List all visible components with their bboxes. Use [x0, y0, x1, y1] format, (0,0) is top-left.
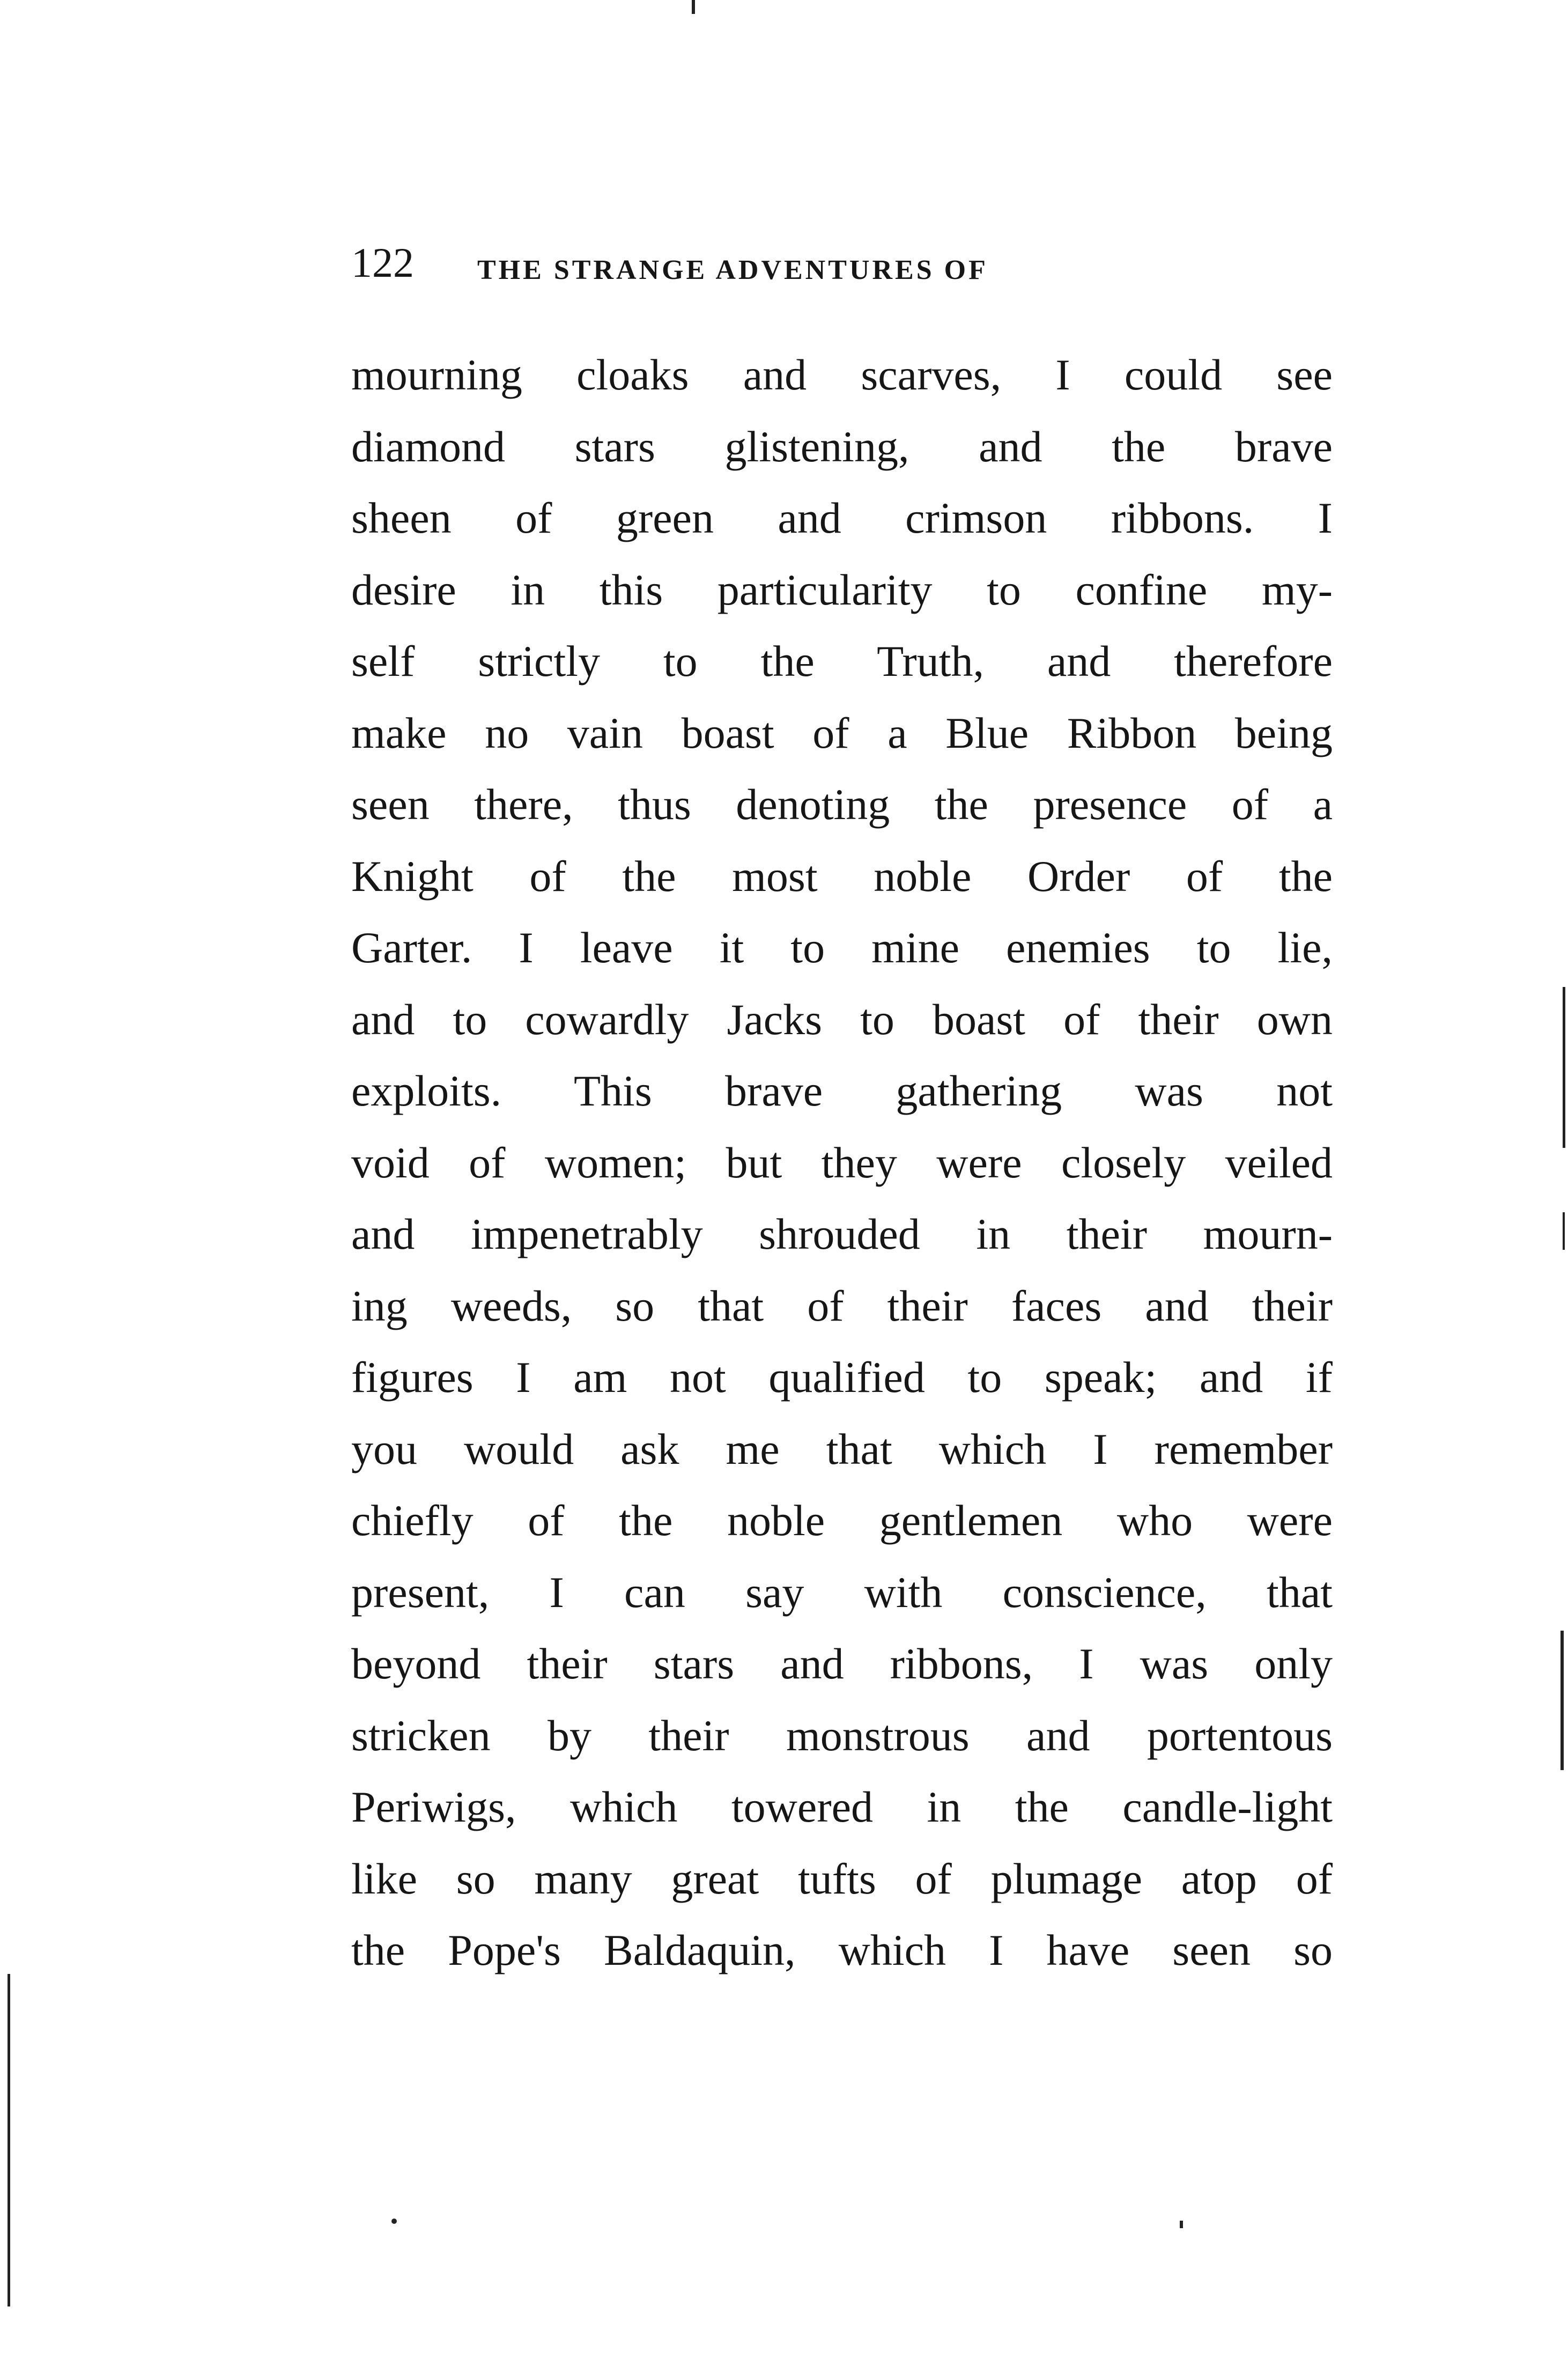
scan-mark: [692, 0, 695, 14]
text-line: diamond stars glistening, and the brave: [351, 422, 1333, 471]
text-line: and impenetrably shrouded in their mourn-: [351, 1210, 1333, 1258]
text-line: mourning cloaks and scarves, I could see: [351, 350, 1333, 399]
text-line: Knight of the most noble Order of the: [351, 851, 1333, 901]
text-line: chiefly of the noble gentlemen who were: [351, 1496, 1333, 1545]
text-line: figures I am not qualified to speak; and if: [351, 1353, 1333, 1402]
text-line: like so many great tufts of plumage atop of: [351, 1854, 1333, 1903]
text-line: and to cowardly Jacks to boast of their own: [351, 994, 1333, 1044]
body-text: [351, 339, 1333, 1986]
text-line: stricken by their monstrous and portentous: [351, 1711, 1333, 1760]
text-line: you would ask me that which I remember: [351, 1424, 1333, 1473]
text-line: self strictly to the Truth, and therefore: [351, 637, 1333, 686]
scan-mark: [1180, 2221, 1183, 2228]
text-line: make no vain boast of a Blue Ribbon being: [351, 708, 1333, 757]
text-line: ing weeds, so that of their faces and their: [351, 1281, 1333, 1330]
scan-mark: [1563, 987, 1565, 1148]
text-line: seen there, thus denoting the presence of a: [351, 780, 1333, 829]
scan-mark: [1563, 1212, 1565, 1250]
scan-mark: [1560, 1631, 1564, 1770]
text-line: exploits. This brave gathering was not: [351, 1066, 1333, 1115]
scan-mark: [8, 1974, 10, 2306]
text-line: Garter. I leave it to mine enemies to lie,: [351, 923, 1333, 972]
text-line: present, I can say with conscience, that: [351, 1567, 1333, 1617]
scan-mark: [391, 2219, 397, 2224]
running-head: [351, 231, 1333, 295]
text-line: desire in this particularity to confine my-: [351, 565, 1333, 614]
text-line: sheen of green and crimson ribbons. I: [351, 493, 1333, 542]
running-title: THE STRANGE ADVENTURES OF: [477, 255, 988, 285]
text-line: Periwigs, which towered in the candle-light: [351, 1782, 1333, 1831]
text-line: void of women; but they were closely veiled: [351, 1138, 1333, 1187]
page-number: 122: [351, 239, 414, 286]
text-line: the Pope's Baldaquin, which I have seen so: [351, 1926, 1333, 1974]
text-line: beyond their stars and ribbons, I was only: [351, 1639, 1333, 1688]
